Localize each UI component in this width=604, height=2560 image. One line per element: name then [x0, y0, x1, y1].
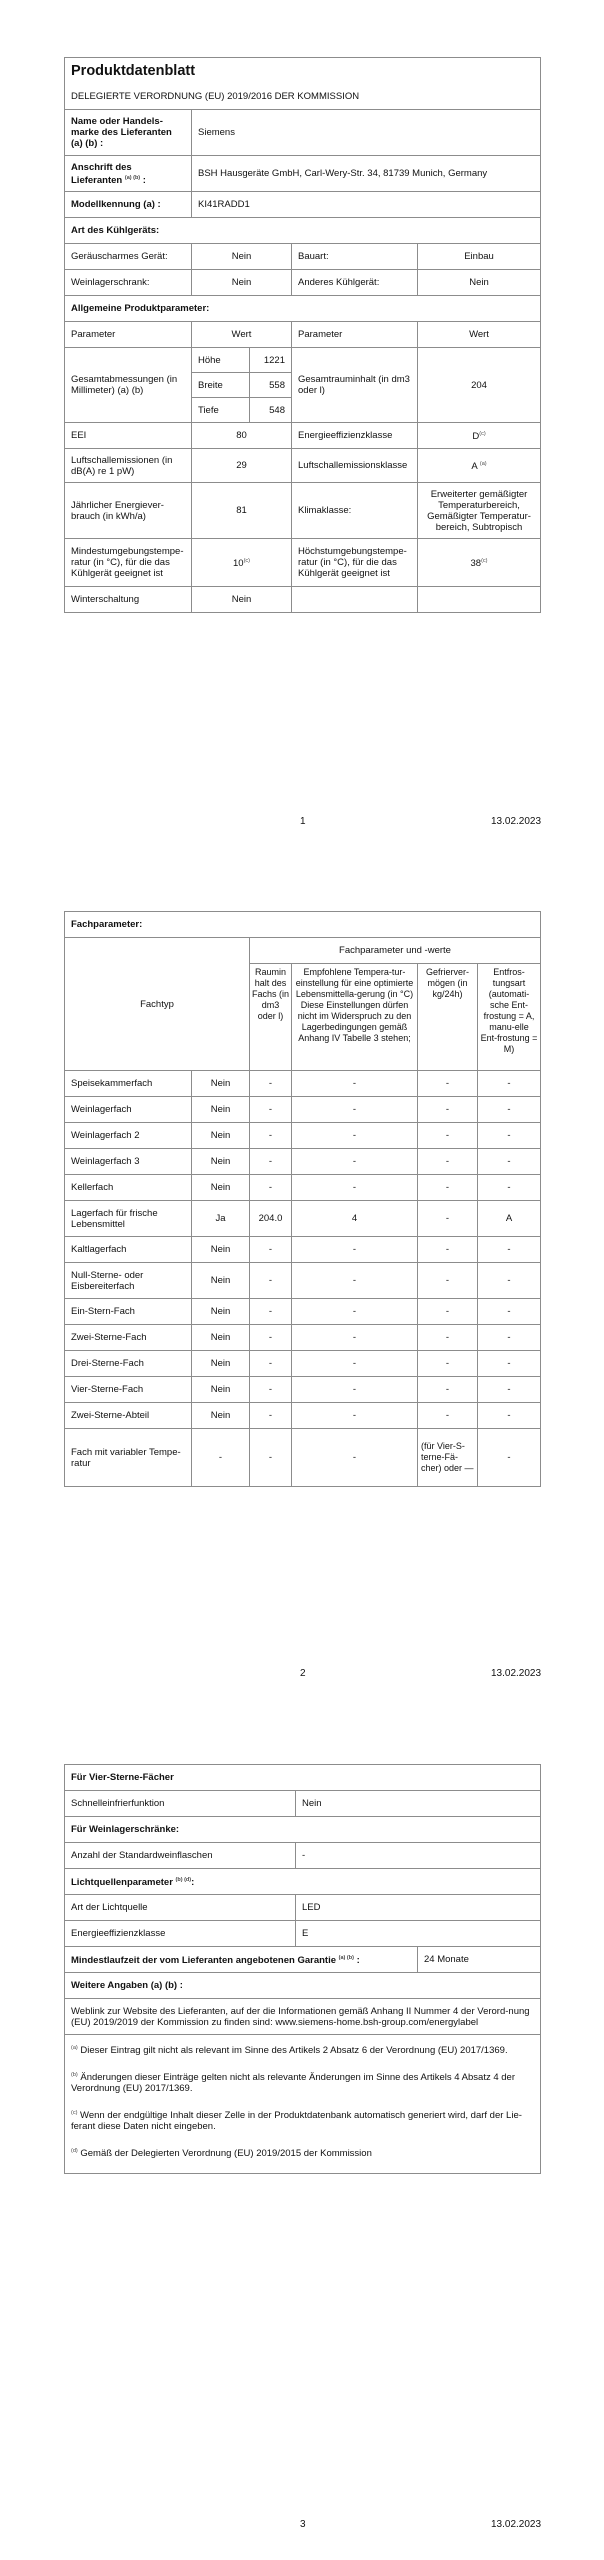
min-temp-value: 10$^{(c)}$: [192, 539, 292, 587]
noise-class-value: A $^{(a)}$: [418, 449, 541, 483]
design-type-label: Bauart:: [292, 244, 418, 270]
footnote-a: $^{(a)}$ Dieser Eintrag gilt nicht als relevant im Sinne des Artikels 2 Absatz 6 der Verordnung (EU) 2017/1369.: [71, 2045, 508, 2056]
design-type-value: Einbau: [418, 244, 541, 270]
wine-bottles-value: -: [296, 1843, 541, 1869]
compartment-freeze: -: [418, 1263, 478, 1299]
low-noise-value: Nein: [192, 244, 292, 270]
page-number: 1: [300, 816, 306, 827]
other-appliance-value: Nein: [418, 270, 541, 296]
table-row: [65, 1201, 541, 1237]
compartment-volume: -: [250, 1175, 292, 1201]
climate-class-label: Klimaklasse:: [292, 483, 418, 539]
compartment-temp: -: [292, 1325, 418, 1351]
compartment-present: Nein: [192, 1263, 250, 1299]
table-row: [65, 1175, 541, 1201]
footnotes: [65, 2035, 541, 2174]
compartment-volume: -: [250, 1123, 292, 1149]
footnote-c: $^{(c)}$ Wenn der endgültige Inhalt dieser Zelle in der Produktdatenbank automatisch generiert wird, darf der Lie-ferant diese Daten nicht eingeben.: [71, 2110, 522, 2132]
compartment-defrost: -: [478, 1325, 541, 1351]
compartment-present: Nein: [192, 1175, 250, 1201]
compartment-volume: -: [250, 1149, 292, 1175]
compartment-present: Nein: [192, 1237, 250, 1263]
section-header-appliance-type: Art des Kühlgeräts:: [65, 218, 541, 244]
column-header-freezing-capacity: Gefrierver-mögen (in kg/24h): [418, 964, 478, 1071]
compartment-volume: -: [250, 1071, 292, 1097]
column-header-value-2: Wert: [418, 322, 541, 348]
compartment-present: Nein: [192, 1071, 250, 1097]
compartment-volume: -: [250, 1325, 292, 1351]
compartment-freeze: -: [418, 1149, 478, 1175]
table-row: [65, 1071, 541, 1097]
compartment-type: Vier-Sterne-Fach: [65, 1377, 192, 1403]
compartment-present: -: [192, 1429, 250, 1487]
dimension-height-value: 1221: [250, 348, 292, 373]
table-row: [65, 1377, 541, 1403]
compartment-temp: 4: [292, 1201, 418, 1237]
address-label: Anschrift des Lieferanten $^{(a) (b)}$ :: [65, 156, 192, 192]
compartment-defrost: -: [478, 1175, 541, 1201]
compartment-defrost: -: [478, 1403, 541, 1429]
light-class-label: Energieeffizienzklasse: [65, 1921, 296, 1947]
product-datasheet-table: [64, 57, 541, 613]
other-appliance-label: Anderes Kühlgerät:: [292, 270, 418, 296]
compartment-temp: -: [292, 1175, 418, 1201]
additional-parameters-table: [64, 1764, 541, 2174]
max-temp-label: Höchstumgebungstempe-ratur (in °C), für die das Kühlgerät geeignet ist: [292, 539, 418, 587]
compartment-defrost: -: [478, 1351, 541, 1377]
compartment-defrost: -: [478, 1123, 541, 1149]
quick-freeze-value: Nein: [296, 1791, 541, 1817]
compartment-temp: -: [292, 1237, 418, 1263]
compartment-volume: -: [250, 1429, 292, 1487]
section-header-general-parameters: Allgemeine Produktparameter:: [65, 296, 541, 322]
table-row: [65, 1403, 541, 1429]
column-group-header: Fachparameter und -werte: [250, 938, 541, 964]
noise-label: Luftschallemissionen (in dB(A) re 1 pW): [65, 449, 192, 483]
compartment-defrost: A: [478, 1201, 541, 1237]
compartment-type: Fach mit variabler Tempe-ratur: [65, 1429, 192, 1487]
compartment-defrost: -: [478, 1429, 541, 1487]
compartment-type: Weinlagerfach 2: [65, 1123, 192, 1149]
light-type-value: LED: [296, 1895, 541, 1921]
compartment-present: Ja: [192, 1201, 250, 1237]
compartment-defrost: -: [478, 1071, 541, 1097]
max-temp-value: 38$^{(c)}$: [418, 539, 541, 587]
compartment-freeze: -: [418, 1377, 478, 1403]
compartment-type: Kaltlagerfach: [65, 1237, 192, 1263]
compartment-volume: -: [250, 1299, 292, 1325]
warranty-value: 24 Monate: [418, 1947, 541, 1973]
column-header-recommended-temp: Empfohlene Tempera-tur-einstellung für eine optimierte Lebensmittella-gerung (in °C) Diese Einstellungen dürfen nicht im Widerspruch zu den Lagerbedingungen gemäß Anhang IV Tabelle 3 stehen;: [292, 964, 418, 1071]
min-temp-label: Mindestumgebungstempe-ratur (in °C), für die das Kühlgerät geeignet ist: [65, 539, 192, 587]
section-header-wine: Für Weinlagerschränke:: [65, 1817, 541, 1843]
table-row: [65, 1123, 541, 1149]
column-header-parameter: Parameter: [65, 322, 192, 348]
compartment-freeze: -: [418, 1403, 478, 1429]
compartment-type: Null-Sterne- oder Eisbereiterfach: [65, 1263, 192, 1299]
column-header-parameter-2: Parameter: [292, 322, 418, 348]
eei-value: 80: [192, 423, 292, 449]
compartment-volume: -: [250, 1263, 292, 1299]
column-header-volume: Raumin halt des Fachs (in dm3 oder l): [250, 964, 292, 1071]
compartment-freeze: -: [418, 1237, 478, 1263]
dimension-depth-label: Tiefe: [192, 398, 250, 423]
compartment-volume: -: [250, 1237, 292, 1263]
compartment-temp: -: [292, 1377, 418, 1403]
regulation-subtitle: DELEGIERTE VERORDNUNG (EU) 2019/2016 DER KOMMISSION: [65, 83, 541, 110]
page-number: 2: [300, 1668, 306, 1679]
compartment-present: Nein: [192, 1097, 250, 1123]
compartment-defrost: -: [478, 1097, 541, 1123]
column-header-value: Wert: [192, 322, 292, 348]
table-row: [65, 1237, 541, 1263]
compartment-freeze: -: [418, 1175, 478, 1201]
compartment-temp: -: [292, 1123, 418, 1149]
compartment-temp: -: [292, 1403, 418, 1429]
compartment-present: Nein: [192, 1123, 250, 1149]
page-title: Produktdatenblatt: [65, 58, 541, 84]
compartment-present: Nein: [192, 1377, 250, 1403]
winter-switch-label: Winterschaltung: [65, 587, 192, 613]
noise-class-label: Luftschallemissionsklasse: [292, 449, 418, 483]
table-row: [65, 1351, 541, 1377]
compartment-volume: -: [250, 1403, 292, 1429]
volume-label: Gesamtrauminhalt (in dm3 oder l): [292, 348, 418, 423]
wine-cabinet-value: Nein: [192, 270, 292, 296]
compartment-present: Nein: [192, 1325, 250, 1351]
compartment-volume: -: [250, 1377, 292, 1403]
section-header-more-info: Weitere Angaben (a) (b) :: [65, 1973, 541, 1999]
table-row: [65, 1325, 541, 1351]
dimension-width-value: 558: [250, 373, 292, 398]
compartment-freeze: -: [418, 1201, 478, 1237]
column-header-defrost-type: Entfros-tungsart (automati-sche Ent-frostung = A, manu-elle Ent-frostung = M): [478, 964, 541, 1071]
light-class-value: E: [296, 1921, 541, 1947]
compartment-defrost: -: [478, 1237, 541, 1263]
page-date: 13.02.2023: [491, 816, 542, 827]
compartment-freeze: -: [418, 1071, 478, 1097]
dimension-height-label: Höhe: [192, 348, 250, 373]
table-row: [65, 1429, 541, 1487]
compartment-temp: -: [292, 1351, 418, 1377]
footnote-b: $^{(b)}$ Änderungen dieser Einträge gelten nicht als relevante Änderungen im Sinne des Artikels 4 Absatz 4 der Verordnung (EU) 2017/1369.: [71, 2072, 516, 2094]
supplier-label: Name oder Handels-marke des Lieferanten (a) (b) :: [65, 110, 192, 156]
table-row: [65, 1299, 541, 1325]
footnote-d: $^{(d)}$ Gemäß der Delegierten Verordnung (EU) 2019/2015 der Kommission: [71, 2148, 372, 2159]
compartment-temp: -: [292, 1097, 418, 1123]
page-1: [0, 0, 604, 860]
compartment-temp: -: [292, 1429, 418, 1487]
wine-bottles-label: Anzahl der Standardweinflaschen: [65, 1843, 296, 1869]
energy-class-value: $D^{(c)}$: [418, 423, 541, 449]
eei-label: EEI: [65, 423, 192, 449]
dimension-depth-value: 548: [250, 398, 292, 423]
dimension-width-label: Breite: [192, 373, 250, 398]
compartment-type: Kellerfach: [65, 1175, 192, 1201]
compartment-freeze: -: [418, 1325, 478, 1351]
model-value: KI41RADD1: [192, 192, 541, 218]
compartment-present: Nein: [192, 1351, 250, 1377]
compartment-temp: -: [292, 1149, 418, 1175]
compartment-freeze: -: [418, 1351, 478, 1377]
compartment-present: Nein: [192, 1403, 250, 1429]
compartment-type: Zwei-Sterne-Abteil: [65, 1403, 192, 1429]
compartment-type: Zwei-Sterne-Fach: [65, 1325, 192, 1351]
climate-class-value: Erweiterter gemäßigter Temperaturbereich, Gemäßigter Temperatur-bereich, Subtropisch: [418, 483, 541, 539]
page-date: 13.02.2023: [491, 1668, 542, 1679]
compartment-freeze: -: [418, 1123, 478, 1149]
noise-value: 29: [192, 449, 292, 483]
wine-cabinet-label: Weinlagerschrank:: [65, 270, 192, 296]
table-row: [65, 1097, 541, 1123]
compartment-type: Lagerfach für frische Lebensmittel: [65, 1201, 192, 1237]
compartment-present: Nein: [192, 1149, 250, 1175]
annual-energy-value: 81: [192, 483, 292, 539]
compartment-volume: -: [250, 1351, 292, 1377]
compartment-present: Nein: [192, 1299, 250, 1325]
compartment-defrost: -: [478, 1149, 541, 1175]
page-date: 13.02.2023: [491, 2519, 542, 2530]
low-noise-label: Geräuscharmes Gerät:: [65, 244, 192, 270]
section-header-four-star: Für Vier-Sterne-Fächer: [65, 1765, 541, 1791]
weblink-text: Weblink zur Website des Lieferanten, auf der die Informationen gemäß Anhang II Nummer 4 der Verord-nung (EU) 2019/2019 der Kommission zu finden sind: www.siemens-home.bsh-group.com/energylabel: [65, 1999, 541, 2035]
warranty-label: Mindestlaufzeit der vom Lieferanten angebotenen Garantie $^{(a) (b)}$ :: [65, 1947, 418, 1973]
section-header-light-source: Lichtquellenparameter $^{(b) (d)}$:: [65, 1869, 541, 1895]
compartment-freeze: (für Vier-S-terne-Fä-cher) oder —: [418, 1429, 478, 1487]
table-row: [65, 1263, 541, 1299]
compartment-temp: -: [292, 1299, 418, 1325]
dimensions-label: Gesamtabmessungen (in Millimeter) (a) (b): [65, 348, 192, 423]
table-row: [65, 1149, 541, 1175]
volume-value: 204: [418, 348, 541, 423]
compartment-freeze: -: [418, 1299, 478, 1325]
compartment-volume: 204.0: [250, 1201, 292, 1237]
page-number: 3: [300, 2519, 306, 2530]
empty-cell: [418, 587, 541, 613]
compartment-type: Weinlagerfach 3: [65, 1149, 192, 1175]
compartment-parameters-table: [64, 911, 541, 1487]
compartment-volume: -: [250, 1097, 292, 1123]
model-label: Modellkennung (a) :: [65, 192, 192, 218]
compartment-temp: -: [292, 1263, 418, 1299]
quick-freeze-label: Schnelleinfrierfunktion: [65, 1791, 296, 1817]
empty-cell: [292, 587, 418, 613]
compartment-defrost: -: [478, 1263, 541, 1299]
compartment-freeze: -: [418, 1097, 478, 1123]
energy-class-label: Energieeffizienzklasse: [292, 423, 418, 449]
light-type-label: Art der Lichtquelle: [65, 1895, 296, 1921]
column-header-compartment-type: Fachtyp: [65, 938, 250, 1071]
compartment-type: Ein-Stern-Fach: [65, 1299, 192, 1325]
supplier-value: Siemens: [192, 110, 541, 156]
compartment-type: Speisekammerfach: [65, 1071, 192, 1097]
compartment-temp: -: [292, 1071, 418, 1097]
winter-switch-value: Nein: [192, 587, 292, 613]
compartment-defrost: -: [478, 1299, 541, 1325]
annual-energy-label: Jährlicher Energiever-brauch (in kWh/a): [65, 483, 192, 539]
compartment-defrost: -: [478, 1377, 541, 1403]
compartment-type: Drei-Sterne-Fach: [65, 1351, 192, 1377]
compartment-type: Weinlagerfach: [65, 1097, 192, 1123]
section-header-compartments: Fachparameter:: [65, 912, 541, 938]
address-value: BSH Hausgeräte GmbH, Carl-Wery-Str. 34, 81739 Munich, Germany: [192, 156, 541, 192]
